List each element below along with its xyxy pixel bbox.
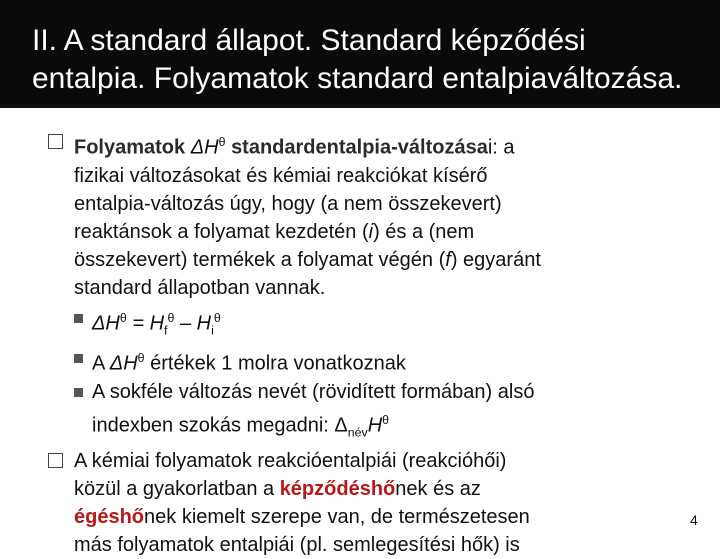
- bullet1-text-f: összekevert) termékek a folyamat végén (: [74, 248, 446, 271]
- bullet-item-2: [48, 447, 678, 559]
- square-bullet-icon: [74, 388, 83, 397]
- bullet2-e: égéshő: [74, 505, 145, 528]
- bullet2-c: képződéshő: [279, 477, 396, 500]
- square-bullet-icon: [74, 314, 83, 323]
- sub3-a: A sokféle változás nevét (rövidített formában) alsó: [92, 380, 535, 403]
- sub1-b: θ: [119, 310, 127, 325]
- bullet2-g: más folyamatok entalpiái (pl. semlegesítési hők) is: [74, 533, 520, 556]
- sub-item-1: [74, 304, 678, 345]
- bullet1-lead: Folyamatok: [74, 136, 186, 159]
- sub1-g: i: [211, 323, 214, 338]
- bullet2-b: közül a gyakorlatban a: [74, 477, 280, 500]
- bullet-item-1: [48, 128, 678, 302]
- bullet1-text-a: i: a: [487, 136, 515, 159]
- title-line-2: entalpia. Folyamatok standard entalpiaváltozása.: [32, 62, 683, 95]
- sub3-c: név: [347, 425, 368, 440]
- sub1-f: – H: [174, 312, 212, 335]
- bullet1-lead2: standardentalpia-változása: [231, 136, 488, 159]
- slide-content: [48, 128, 678, 559]
- sub-item-2: [74, 344, 678, 378]
- bullet2-f: nek kiemelt szerepe van, de természetesen: [144, 505, 530, 528]
- title-line-1: II. A standard állapot. Standard képződési: [32, 24, 586, 57]
- sub3-e: θ: [382, 412, 390, 427]
- sub2-d: értékek 1 molra vonatkoznak: [144, 352, 406, 375]
- bullet2-a: A kémiai folyamatok reakcióentalpiái (reakcióhői): [74, 449, 507, 472]
- bullet1-f: f: [445, 248, 451, 271]
- sub1-a: ΔH: [92, 312, 120, 335]
- sub1-h: θ: [213, 310, 221, 325]
- sub1-c: = H: [126, 312, 165, 335]
- bullet1-i: i: [368, 220, 374, 243]
- bullet1-symbol: ΔH: [190, 136, 219, 159]
- sub2-a: A: [92, 352, 110, 375]
- sub2-b: ΔH: [109, 352, 138, 375]
- checkbox-bullet-icon: [48, 134, 63, 149]
- sub1-e: θ: [167, 310, 175, 325]
- sub-item-3: [74, 378, 678, 447]
- bullet1-text-e: ) és a (nem: [373, 220, 475, 243]
- bullet1-text-h: standard állapotban vannak.: [74, 276, 326, 299]
- bullet1-text-c: entalpia-változás úgy, hogy (a nem összekevert): [74, 192, 502, 215]
- square-bullet-icon: [74, 354, 83, 363]
- sub-list: [48, 304, 678, 447]
- title-divider: [0, 104, 720, 108]
- slide-title: [32, 22, 712, 98]
- sub1-d: f: [164, 323, 168, 338]
- bullet1-text-g: ) egyaránt: [450, 248, 541, 271]
- bullet1-text-d: reaktánsok a folyamat kezdetén (: [74, 220, 369, 243]
- sub3-b: indexben szokás megadni: Δ: [92, 414, 348, 437]
- sub3-d: H: [367, 414, 383, 437]
- bullet1-text-b: fizikai változásokat és kémiai reakciókat kísérő: [74, 164, 488, 187]
- bullet2-d: nek és az: [395, 477, 481, 500]
- page-number: 4: [690, 512, 698, 528]
- checkbox-bullet-icon: [48, 453, 63, 468]
- bullet1-theta: θ: [218, 135, 226, 149]
- sub2-c: θ: [137, 351, 145, 366]
